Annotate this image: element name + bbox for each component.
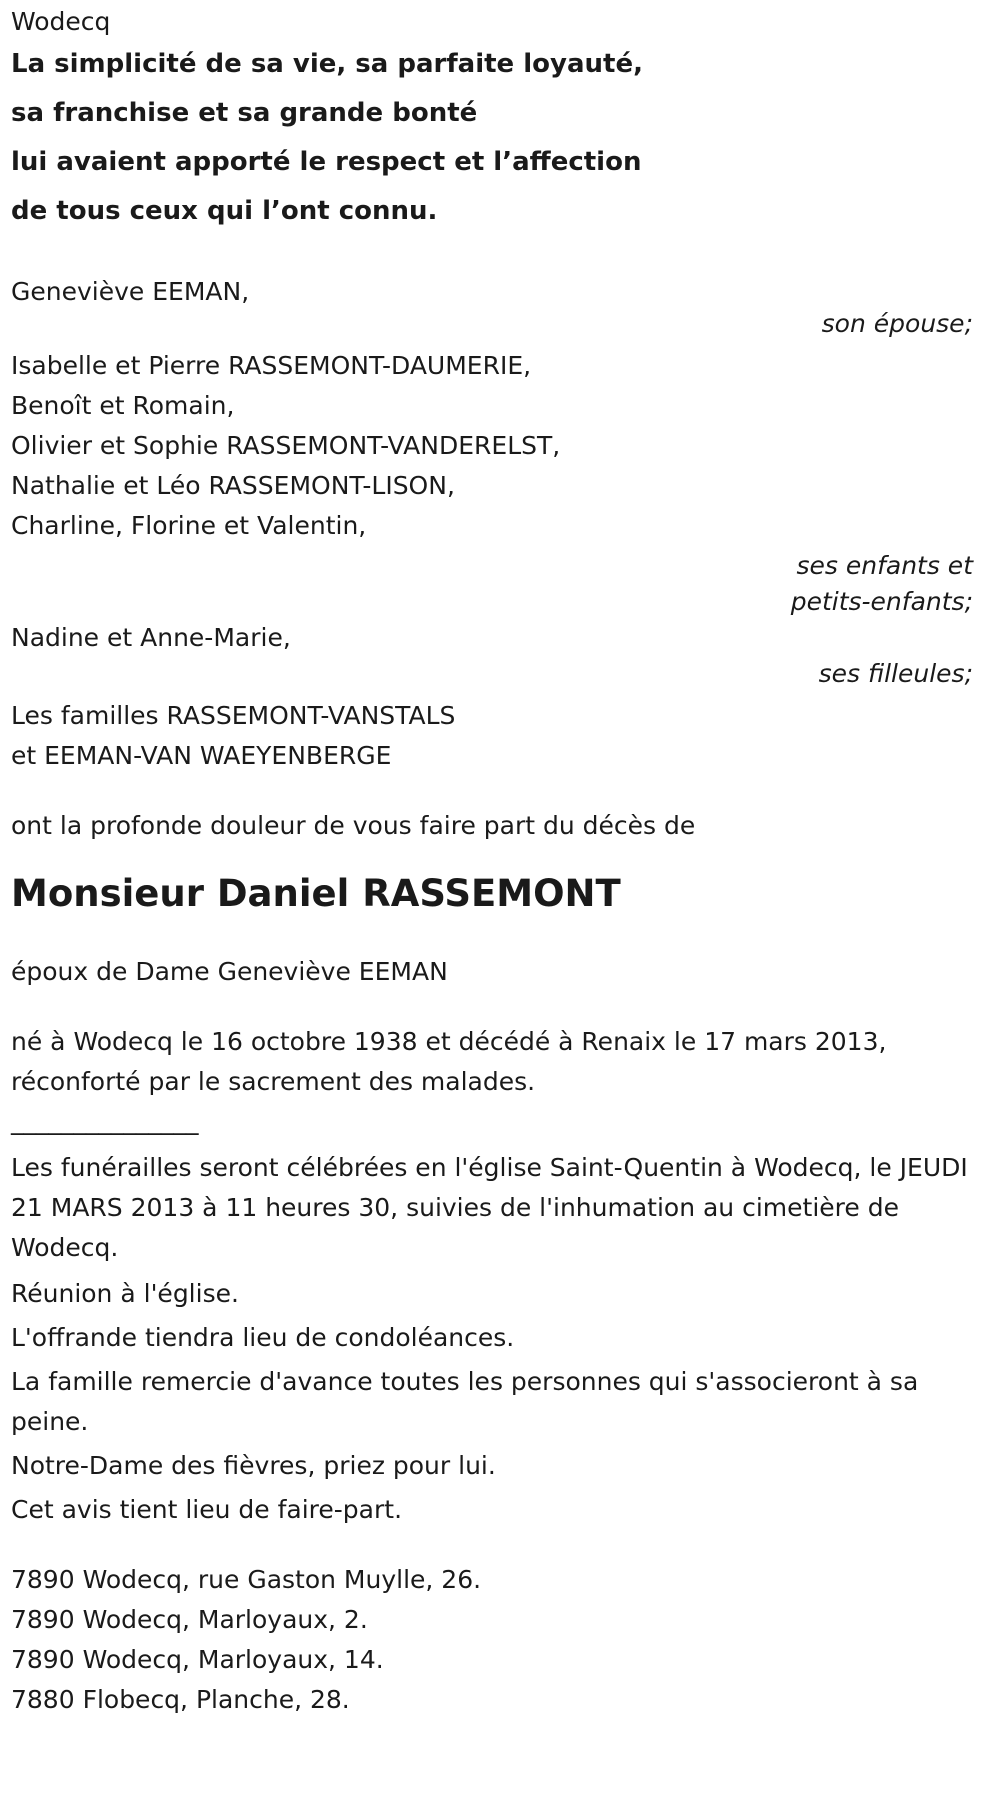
obituary-content [11,2,991,1720]
children-role-line-2: petits-enfants; [790,587,973,616]
epitaph-line: sa franchise et sa grande bonté [11,98,478,128]
spouse-name: Geneviève EEMAN, [11,277,250,306]
funeral-prayer: Notre-Dame des fièvres, priez pour lui. [11,1451,496,1480]
goddaughters-role: ses filleules; [818,659,973,688]
birth-death-line-2: réconforté par le sacrement des malades. [11,1067,536,1096]
children-role-line-1: ses enfants et [796,551,973,580]
epitaph-line: de tous ceux qui l’ont connu. [11,196,438,226]
child-entry: Olivier et Sophie RASSEMONT-VANDERELST, [11,431,561,460]
epitaph [11,40,991,236]
deceased-name: Monsieur Daniel RASSEMONT [11,872,621,915]
addresses-list [11,1560,991,1720]
funeral-details [11,1148,991,1530]
announcement: ont la profonde douleur de vous faire part du décès de [11,811,696,840]
families-line-1: Les familles RASSEMONT-VANSTALS [11,701,456,730]
locality-header: Wodecq [11,7,111,36]
child-entry: Isabelle et Pierre RASSEMONT-DAUMERIE, [11,351,532,380]
epitaph-line: La simplicité de sa vie, sa parfaite loyauté, [11,49,643,79]
address-entry: 7890 Wodecq, rue Gaston Muylle, 26. [11,1565,482,1594]
funeral-service: Les funérailles seront célébrées en l'église Saint-Quentin à Wodecq, le JEUDI 21 MARS 2013 à 11 heures 30, suivies de l'inhumation au cimetière de Wodecq. [11,1153,968,1262]
funeral-thanks: La famille remercie d'avance toutes les personnes qui s'associeront à sa peine. [11,1367,919,1436]
children-list [11,346,991,546]
address-entry: 7880 Flobecq, Planche, 28. [11,1685,350,1714]
birth-death-line-1: né à Wodecq le 16 octobre 1938 et décédé à Renaix le 17 mars 2013, [11,1027,887,1056]
epitaph-line: lui avaient apporté le respect et l’affection [11,147,642,177]
families-line-2: et EEMAN-VAN WAEYENBERGE [11,741,392,770]
obituary-page [0,2,1000,1805]
funeral-offering: L'offrande tiendra lieu de condoléances. [11,1323,515,1352]
child-entry: Nathalie et Léo RASSEMONT-LISON, [11,471,455,500]
funeral-meeting: Réunion à l'église. [11,1279,239,1308]
deceased-relation: époux de Dame Geneviève EEMAN [11,957,448,986]
goddaughters-names: Nadine et Anne-Marie, [11,623,291,652]
child-entry: Charline, Florine et Valentin, [11,511,367,540]
child-entry: Benoît et Romain, [11,391,235,420]
address-entry: 7890 Wodecq, Marloyaux, 14. [11,1645,384,1674]
address-entry: 7890 Wodecq, Marloyaux, 2. [11,1605,368,1634]
separator: _______________ [11,1106,199,1135]
spouse-role: son épouse; [821,309,973,338]
funeral-notice: Cet avis tient lieu de faire-part. [11,1495,403,1524]
